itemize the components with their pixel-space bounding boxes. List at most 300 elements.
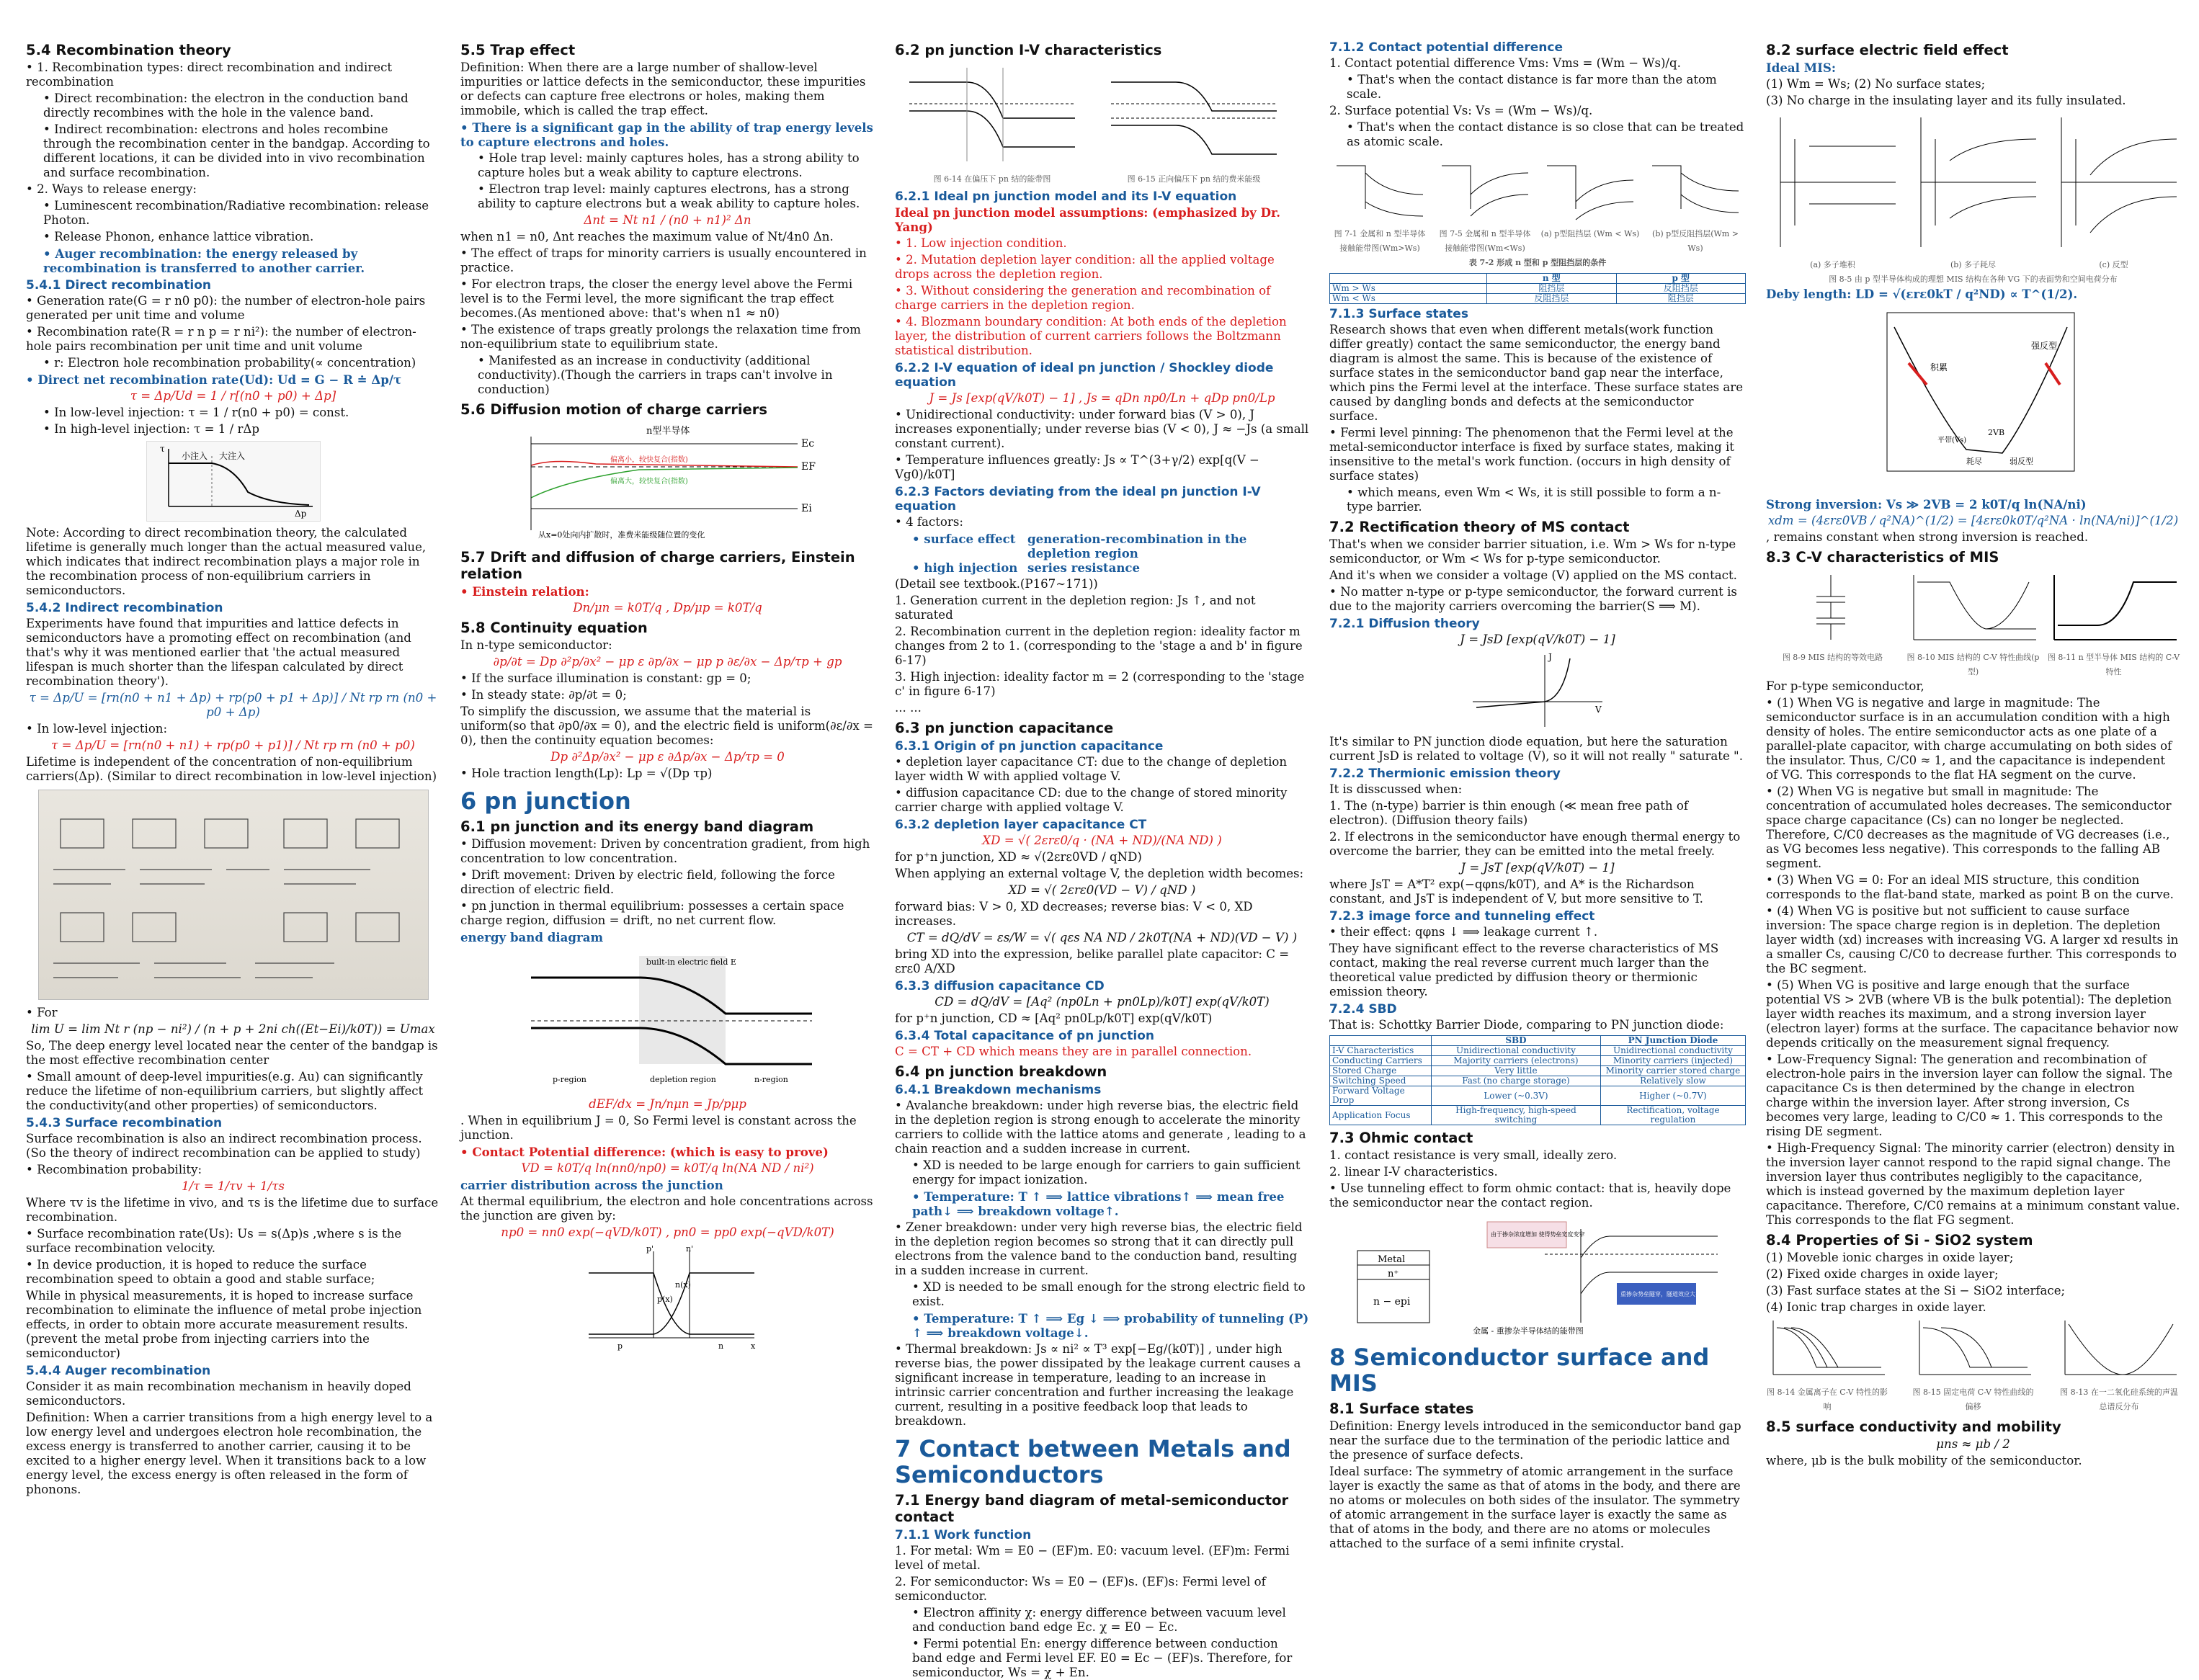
text: Definition: When a carrier transitions from a high energy level to a low energy level and undergoes electron hole recombination, the excess energy is transferred to another carrier, causing it to be excited to a higher energy level. When it transitions back to a low energy level, the excess energy is often released in the form of phonons. — [26, 1411, 433, 1496]
section-7-1-3-title: 7.1.3 Surface states — [1329, 307, 1468, 321]
figure — [1097, 61, 1291, 187]
fig-caption: (b) 多子耗尽 — [1950, 260, 1997, 269]
fig-label: p(x) — [656, 1295, 673, 1304]
section-8-3-title: 8.3 C-V characteristics of MIS — [1766, 549, 1999, 566]
mis-depletion-figure — [1906, 110, 2040, 254]
ohmic-contact-figure — [1343, 1215, 1732, 1337]
section-6-3-4-title: 6.3.4 Total capacitance of pn junction — [895, 1029, 1155, 1043]
fig-label: 耗尽 — [1966, 457, 1982, 466]
fig-label: τ — [159, 444, 165, 454]
text: • Small amount of deep-level impurities(e.g. Au) can significantly reduce the lifetime of non-equilibrium carriers, but slightly affect the conductivity(and other properties) of semiconductors. — [26, 1070, 440, 1113]
text: Definition: When there are a large number of shallow-level impurities or lattice defects in the semiconductor, these impurities or defects can capture free electrons or holes, making them immobile, which is called the trap effect. — [460, 61, 866, 117]
fig-label: p' — [646, 1244, 654, 1254]
text: , remains constant when strong inversion is reached. — [1766, 530, 2089, 544]
fig-label: V — [1595, 705, 1602, 715]
table-cell: Application Focus — [1330, 1106, 1432, 1125]
text: • 4. Blozmann boundary condition: At both ends of the depletion layer, the distribution of current carriers follows the Boltzmann statistical distribution. — [895, 315, 1309, 358]
text: In n-type semiconductor: — [460, 638, 612, 652]
text: • 2. Mutation depletion layer condition: all the applied voltage drops across the depletion region. — [895, 253, 1309, 282]
text: • which means, even Wm < Ws, it is still possible to form a n-type barrier. — [1329, 486, 1746, 514]
text: • (4) When VG is positive but not sufficient to cause surface inversion: The space charge region is in depletion. The depletion layer width (xd) increases with increasing VG. A larger xd results in a smaller Cs, causing C/C0 to decrease further. This corresponds to the BC segment. — [1766, 904, 2180, 976]
fig-caption: 图 8-13 在一二氧化硅系统的声温总谱反分布 — [2060, 1388, 2178, 1411]
text: • Einstein relation: — [460, 584, 875, 599]
text: (1) Wm = Ws; (2) No surface states; — [1766, 77, 1986, 91]
table-cell: PN Junction Diode — [1600, 1036, 1745, 1046]
text: 2. If electrons in the semiconductor have enough thermal energy to overcome the barrier, they can be emitted into the metal freely. — [1329, 830, 1741, 858]
figure-row — [895, 61, 1309, 187]
section-6-2-title: 6.2 pn junction I-V characteristics — [895, 42, 1162, 58]
section-7-1-title: 7.1 Energy band diagram of metal-semiconductor contact — [895, 1492, 1289, 1525]
fig-label: depletion region — [649, 1075, 716, 1084]
table-cell: Minority carrier stored charge — [1600, 1066, 1745, 1076]
fig-caption: (a) 多子堆积 — [1810, 260, 1855, 269]
text: • Direct net recombination rate(Ud): Ud = G − R ≐ Δp/τ — [26, 372, 440, 387]
section-6-3-2-title: 6.3.2 depletion layer capacitance CT — [895, 818, 1147, 832]
figure — [1766, 1317, 1888, 1414]
figure — [895, 61, 1089, 187]
text: • Recombination probability: — [26, 1163, 440, 1177]
text: • 1. Recombination types: direct recombination and indirect recombination — [26, 61, 440, 89]
section-7-2-4-title: 7.2.4 SBD — [1329, 1002, 1397, 1017]
text: • Recombination rate(R = r n p = r ni²): the number of electron-hole pairs recombination per unit time and unit volume — [26, 325, 440, 354]
text: It's similar to PN junction diode equation, but here the saturation current JsD is related to voltage (V), so it will not really " saturate ". — [1329, 735, 1743, 763]
text: 2. For semiconductor: Ws = E0 − (EF)s. (EF)s: Fermi level of semiconductor. — [895, 1575, 1266, 1603]
factor-list — [895, 532, 1309, 577]
ms-band-figure — [1435, 151, 1535, 223]
table-cell: Unidirectional conductivity — [1600, 1046, 1745, 1056]
text: where, μb is the bulk mobility of the semiconductor. — [1766, 1454, 2082, 1467]
chapter-8-title: 8 Semiconductor surface and MIS — [1329, 1344, 1710, 1397]
text: Research shows that even when different metals(work function differ greatly) contact the same semiconductor, the energy band diagram is almost the same. This is because of the existence of surface states in the semiconductor band gap near the interface, which pins the Fermi level at the interface. These surface states are caused by dangling bonds and defects at the semiconductor surface. — [1329, 323, 1744, 423]
factor-item: series resistance — [1027, 560, 1141, 575]
table-cell: 反阻挡层 — [1487, 294, 1616, 304]
table-row — [1330, 1056, 1746, 1066]
figure — [1912, 1317, 2035, 1414]
text: carrier distribution across the junction — [460, 1178, 723, 1192]
handwritten-notes-photo — [38, 790, 429, 1000]
text: • The existence of traps greatly prolongs the relaxation time from non-equilibrium state to equilibrium state. — [460, 323, 875, 352]
table-row — [1330, 1106, 1746, 1125]
fig-label: Δp — [294, 509, 306, 519]
text: for p⁺n junction, XD ≈ √(2εrε0VD / qND) — [895, 850, 1142, 864]
text: when n1 = n0, Δnt reaches the maximum value of Nt/4n0 Δn. — [460, 230, 834, 243]
fig-caption: 图 8-15 固定电荷 C-V 特性曲线的偏移 — [1912, 1388, 2034, 1411]
text: Ideal MIS: — [1766, 61, 1836, 75]
column-1 — [26, 37, 440, 1542]
table-row — [1330, 1086, 1746, 1106]
text: • For — [26, 1006, 440, 1020]
text: 1. For metal: Wm = E0 − (EF)m. E0: vacuum level. (EF)m: Fermi level of metal. — [895, 1544, 1290, 1572]
section-5-4-4-title: 5.4.4 Auger recombination — [26, 1364, 211, 1378]
text: • depletion layer capacitance CT: due to the change of depletion layer width W with applied voltage V. — [895, 755, 1309, 784]
text: (4) Ionic trap charges in oxide layer. — [1766, 1300, 1986, 1314]
equation: np0 = nn0 exp(−qVD/k0T) , pn0 = pp0 exp(−qVD/k0T) — [501, 1225, 834, 1239]
fig-caption: 图 7-1 金属和 n 型半导体 接触能带图(Wm>Ws) — [1334, 229, 1426, 253]
text: • Temperature: T ↑ ⟹ lattice vibrations↑ ⟹ mean free path↓ ⟹ breakdown voltage↑. — [895, 1189, 1309, 1218]
text: forward bias: V > 0, XD decreases; reverse bias: V < 0, XD increases. — [895, 900, 1253, 928]
text: 2. Recombination current in the depletion region: ideality factor m changes from 2 to 1. (corresponding to the 'stage a and b' in figure 6-17) — [895, 625, 1303, 667]
iv-curve-figure — [1466, 651, 1610, 730]
fig-caption: 金属 - 重掺杂半导体结的能带图 — [1473, 1326, 1584, 1336]
equation: CT = dQ/dV = εs/W = √( qεs NA ND / 2k0T(NA + ND)(VD − V) ) — [906, 931, 1298, 944]
text: It is disscussed when: — [1329, 782, 1463, 796]
ionic-cv-shift-figure — [1766, 1317, 1888, 1382]
table-row — [1330, 1046, 1746, 1056]
table-cell: Very little — [1432, 1066, 1601, 1076]
section-6-3-3-title: 6.3.3 diffusion capacitance CD — [895, 979, 1105, 993]
text: • Electron affinity χ: energy difference between vacuum level and conduction band edge Ec. χ = E0 − Ec. — [895, 1606, 1309, 1635]
figure — [1766, 110, 1899, 272]
sbd-comparison-table — [1329, 1035, 1746, 1125]
fig-label: 重掺杂势垒隧穿，隧道效应大导通 — [1620, 1291, 1707, 1297]
text: • (2) When VG is negative but small in magnitude: The concentration of accumulated holes decreases. The semiconductor space charge capacitance (Cs) can no longer be neglected. Therefore, C/C0 decreases as the magnitude of VG decreases (i.e., as VG becomes less negative). This corresponds to the falling AB segment. — [1766, 785, 2180, 871]
text: (3) No charge in the insulating layer and its fully insulated. — [1766, 94, 2126, 107]
text: • XD is needed to be small enough for the strong electric field to exist. — [895, 1280, 1309, 1309]
text: • (5) When VG is positive and large enough that the surface potential VS > 2VB (where VB is the bulk potential): The depletion layer width reaches its maximum, and a strong inversion layer (electron layer) forms at the surface. The capacitance behavior now depends critically on the measurement signal frequency. — [1766, 978, 2180, 1050]
text: Note: According to direct recombination theory, the calculated lifetime is generally much longer than the actual measured value, which indicates that indirect recombination plays a major role in the recombination process of non-equilibrium carriers in semiconductors. — [26, 526, 427, 597]
equation: J = JsT [exp(qV/k0T) − 1] — [1460, 861, 1615, 875]
text: C = CT + CD which means they are in parallel connection. — [895, 1045, 1252, 1058]
table-row — [1330, 1066, 1746, 1076]
handwritten-notes-drawing — [39, 790, 428, 999]
text: • In device production, it is hoped to reduce the surface recombination speed to obtain a good and stable surface; — [26, 1258, 440, 1287]
section-6-2-2-title: 6.2.2 I-V equation of ideal pn junction / Shockley diode equation — [895, 361, 1274, 390]
factor-item: generation-recombination in the depletion region — [1027, 532, 1247, 560]
fig-label: n-region — [754, 1075, 788, 1084]
text: where JsT = A*T² exp(−qφns/k0T), and A* is the Richardson constant, and JsT is independent of V, but more sensitive to T. — [1329, 877, 1703, 906]
forward-bias-fermi-figure — [1097, 61, 1291, 169]
text: • In high-level injection: τ = 1 / rΔp — [26, 422, 440, 437]
table-cell: Forward Voltage Drop — [1330, 1086, 1432, 1106]
table-row — [1330, 284, 1746, 294]
fig-label: 小注入 — [181, 451, 208, 461]
text: ... ... — [895, 701, 922, 715]
factor-item: • surface effect — [912, 532, 1027, 558]
text: • For electron traps, the closer the energy level above the Fermi level is to the Fermi level, the more significant the trap effect becomes.(As mentioned above: that's when n1 ≈ n0) — [460, 277, 875, 321]
fig-caption: (a) p型阻挡层 (Wm < Ws) — [1540, 229, 1640, 238]
fig-label: 积累 — [1930, 362, 1948, 372]
section-6-3-1-title: 6.3.1 Origin of pn junction capacitance — [895, 739, 1164, 754]
text: (2) Fixed oxide charges in oxide layer; — [1766, 1267, 1999, 1281]
text: While in physical measurements, it is hoped to increase surface recombination to eliminate the influence of metal probe injection effects, in order to obtain more accurate measurement results.(prevent the metal probe from injecting carriers into the semiconductor) — [26, 1289, 422, 1360]
text: • Low-Frequency Signal: The generation and recombination of electron-hole pairs in the inversion layer can follow the signal. The capacitance Cs is then determined by the change in electron charge within the inversion layer. After strong inversion, Cs becomes very large, leading to C/C0 ≈ 1. This corresponds to the rising DE segment. — [1766, 1053, 2180, 1139]
figure — [1645, 151, 1746, 256]
equation: lim U = lim Nt r (np − ni²) / (n + p + 2ni ch((Et−Ei)/k0T)) = Umax — [31, 1022, 435, 1036]
equation: CD = dQ/dV = [Aq² (np0Ln + pn0Lp)/k0T] exp(qV/k0T) — [935, 995, 1270, 1009]
section-6-4-1-title: 6.4.1 Breakdown mechanisms — [895, 1083, 1102, 1097]
fig-label: built-in electric field E — [646, 957, 736, 967]
fig-label: n' — [685, 1244, 693, 1254]
equation: Dp ∂²Δp/∂x² − μp ε ∂Δp/∂x − Δp/τp = 0 — [550, 750, 785, 764]
table-cell: n 型 — [1487, 274, 1616, 284]
section-7-2-3-title: 7.2.3 image force and tunneling effect — [1329, 909, 1595, 924]
equation: τ = Δp/Ud = 1 / r[(n0 + p0) + Δp] — [130, 389, 336, 403]
fig-caption: 从x=0处向内扩散时，准费米能级随位置的变化 — [538, 530, 705, 540]
equation: XD = √( 2εrε0/q · (NA + ND)/(NA ND) ) — [982, 834, 1222, 847]
text: (3) Fast surface states at the Si − SiO2 interface; — [1766, 1284, 2066, 1297]
fig-caption: 图 6-14 在偏压下 pn 结的能带图 — [933, 174, 1051, 184]
text: Surface recombination is also an indirect recombination process. (So the theory of indirect recombination can be applied to study) — [26, 1132, 422, 1160]
figure-row — [1766, 110, 2180, 272]
text: . When in equilibrium J = 0, So Fermi level is constant across the junction. — [460, 1114, 857, 1142]
chapter-6-title: 6 pn junction — [460, 787, 631, 815]
text: • Generation rate(G = r n0 p0): the number of electron-hole pairs generated per unit time and volume — [26, 294, 440, 323]
text: Strong inversion: Vs ≫ 2VB = 2 k0T/q ln(NA/ni) — [1766, 497, 2087, 511]
table-cell — [1330, 1036, 1432, 1046]
interface-state-distribution-figure — [2058, 1317, 2180, 1382]
fig-label: 偏离小，较快复合(指数) — [610, 456, 688, 464]
ms-band-figure — [1540, 151, 1641, 223]
text: • 2. Ways to release energy: — [26, 182, 440, 197]
equation: τ = Δp/U = [rn(n0 + n1) + rp(p0 + p1)] / Nt rp rn (n0 + p0) — [51, 738, 415, 752]
text: • Drift movement: Driven by electric field, following the force direction of electric field. — [460, 868, 875, 897]
text: • In steady state: ∂p/∂t = 0; — [460, 688, 875, 702]
mis-inversion-figure — [2047, 110, 2180, 254]
text: • Diffusion movement: Driven by concentration gradient, from high concentration to low concentration. — [460, 837, 875, 866]
text: • Temperature influences greatly: Js ∝ T^(3+γ/2) exp[q(V − Vg0)/k0T] — [895, 453, 1309, 482]
fig-label: x — [750, 1341, 755, 1351]
table-cell: Wm < Ws — [1330, 294, 1487, 304]
text: • their effect: qφns ↓ ⟹ leakage current ↑. — [1329, 925, 1746, 939]
fig-label: n — [718, 1341, 723, 1351]
section-7-1-2-title: 7.1.2 Contact potential difference — [1329, 40, 1563, 55]
text: • Fermi level pinning: The phenomenon that the Fermi level at the metal-semiconductor interface is fixed by surface states, making it insensitive to the metal's work function. (occurs in high density of surface states) — [1329, 426, 1746, 483]
section-7-1-1-title: 7.1.1 Work function — [895, 1528, 1032, 1542]
table-cell: SBD — [1432, 1036, 1601, 1046]
text: That is: Schottky Barrier Diode, comparing to PN junction diode: — [1329, 1018, 1724, 1032]
equation: XD = √( 2εrε0(VD − V) / qND ) — [1008, 883, 1196, 897]
table-cell: Unidirectional conductivity — [1432, 1046, 1601, 1056]
text: Ideal pn junction model assumptions: (emphasized by Dr. Yang) — [895, 205, 1280, 234]
text: Ideal surface: The symmetry of atomic arrangement in the surface layer is exactly the same as that of atoms in the body, and there are no atoms or molecules on both sides of the insulator. The symmetry of atomic arrangement in the surface layer is exactly the same as that of atoms in the body, and there are no atoms or molecules attached to the surface of a semi infinite crystal. — [1329, 1465, 1741, 1550]
equation: VD = k0T/q ln(nn0/np0) = k0T/q ln(NA ND / ni²) — [521, 1161, 814, 1175]
fig-caption: 图 8-9 MIS 结构的等效电路 — [1782, 653, 1883, 662]
column-2 — [460, 37, 875, 1542]
section-8-1-title: 8.1 Surface states — [1329, 1400, 1474, 1417]
fig-label: 2VB — [1987, 428, 2004, 437]
text: Definition: Energy levels introduced in the semiconductor band gap near the surface due to the termination of the periodic lattice and the presence of surface defects. — [1329, 1419, 1741, 1462]
figure — [1906, 568, 2040, 679]
table-cell: 阻挡层 — [1487, 284, 1616, 294]
table-cell: Wm > Ws — [1330, 284, 1487, 294]
equation: J = JsD [exp(qV/k0T) − 1] — [1460, 633, 1615, 646]
text: 1. Generation current in the depletion region: Js ↑, and not saturated — [895, 594, 1256, 622]
text: • In low-level injection: — [26, 722, 440, 736]
fig-label: 偏离大，较快复合(指数) — [610, 478, 688, 486]
text: They have significant effect to the reverse characteristics of MS contact, making the real reverse current much larger than the theoretical value predicted by diffusion theory or thermionic emission theory. — [1329, 942, 1719, 998]
fig-label: n⁺ — [1388, 1269, 1399, 1279]
text: That's when we consider barrier situation, i.e. Wm > Ws for n-type semiconductor, or Wm < Ws for p-type semiconductor. — [1329, 537, 1736, 566]
table-cell: I-V Characteristics — [1330, 1046, 1432, 1056]
text: • XD is needed to be large enough for carriers to gain sufficient energy for impact ionization. — [895, 1158, 1309, 1187]
text: 2. Surface potential Vs: Vs = (Wm − Ws)/q. — [1329, 104, 1593, 117]
section-5-5-title: 5.5 Trap effect — [460, 42, 576, 58]
section-6-2-3-title: 6.2.3 Factors deviating from the ideal pn junction I-V equation — [895, 485, 1261, 514]
fixed-charge-cv-figure — [1912, 1317, 2035, 1382]
section-7-3-title: 7.3 Ohmic contact — [1329, 1130, 1473, 1146]
equation: Dn/μn = k0T/q , Dp/μp = k0T/q — [573, 601, 762, 615]
text: • Release Phonon, enhance lattice vibration. — [26, 230, 440, 244]
text: At thermal equilibrium, the electron and hole concentrations across the junction are given by: — [460, 1194, 873, 1223]
figure-row — [1329, 151, 1746, 256]
table-cell: High-frequency, high-speed switching — [1432, 1106, 1601, 1125]
table-cell: Minority carriers (injected) — [1600, 1056, 1745, 1066]
figure — [2047, 110, 2180, 272]
fig-label: n(x) — [674, 1280, 691, 1290]
equation: Δnt = Nt n1 / (n0 + n1)² Δn — [584, 213, 751, 227]
text: energy band diagram — [460, 930, 604, 944]
section-5-4-3-title: 5.4.3 Surface recombination — [26, 1116, 223, 1130]
figure — [1329, 151, 1430, 256]
section-5-4-2-title: 5.4.2 Indirect recombination — [26, 601, 223, 615]
text: • High-Frequency Signal: The minority carrier (electron) density in the inversion layer cannot respond to the rapid signal change. The inversion layer thus contributes negligibly to the capacitance, which is instead governed by the maximum depletion layer capacitance. Therefore, C/C0 remains at a minimum constant value. This corresponds to the flat FG segment. — [1766, 1141, 2180, 1228]
pn-band-diagram — [509, 949, 826, 1093]
section-8-5-title: 8.5 surface conductivity and mobility — [1766, 1418, 2061, 1435]
fig-label: Ec — [800, 438, 814, 450]
figure — [1435, 151, 1535, 256]
figure-row — [1766, 568, 2180, 679]
text: To simplify the discussion, we assume that the material is uniform(so that ∂p0/∂x = 0), and the electric field is uniform(∂ε/∂x = 0), then the continuity equation becomes: — [460, 705, 873, 747]
text: • That's when the contact distance is so close that can be treated as atomic scale. — [1329, 120, 1746, 149]
table-cell: Relatively slow — [1600, 1076, 1745, 1086]
section-5-4-1-title: 5.4.1 Direct recombination — [26, 278, 211, 292]
figure — [1766, 568, 1899, 679]
equation: xdm = (4εrε0VB / q²NA)^(1/2) = [4εrε0k0T/q²NA · ln(NA/ni)]^(1/2) — [1767, 514, 2179, 527]
text: • Hole traction length(Lp): Lp = √(Dp τp) — [460, 767, 875, 781]
fig-label: 弱反型 — [2009, 457, 2033, 466]
text: • 4 factors: — [895, 515, 1309, 530]
section-5-8-title: 5.8 Continuity equation — [460, 620, 648, 636]
text: • There is a significant gap in the ability of trap energy levels to capture electrons and holes. — [460, 120, 875, 149]
text: • 1. Low injection condition. — [895, 236, 1309, 251]
text: • (3) When VG = 0: For an ideal MIS structure, this condition corresponds to the flat-band state, marked as point B on the curve. — [1766, 873, 2180, 902]
biased-pn-band-figure — [895, 61, 1089, 169]
text: 3. High injection: ideality factor m = 2 (corresponding to the 'stage c' in figure 6-17) — [895, 670, 1305, 698]
section-6-2-1-title: 6.2.1 Ideal pn junction model and its I-V equation — [895, 189, 1237, 204]
fig-label: p-region — [552, 1075, 586, 1084]
text: • pn junction in thermal equilibrium: possesses a certain space charge region, diffusion = drift, no net current flow. — [460, 899, 875, 928]
equation: μns ≈ μb / 2 — [1936, 1437, 2010, 1451]
mis-equivalent-circuit-figure — [1766, 568, 1899, 647]
table-cell: Majority carriers (electrons) — [1432, 1056, 1601, 1066]
fig-label: n型半导体 — [646, 426, 690, 437]
ms-band-figure — [1329, 151, 1430, 223]
chapter-7-title: 7 Contact between Metals and Semiconductors — [895, 1435, 1291, 1488]
text: • Indirect recombination: electrons and holes recombine through the recombination center in the bandgap. According to different locations, it can be divided into in vivo recombination and surface recombination. — [26, 122, 440, 180]
table-cell: 反阻挡层 — [1616, 284, 1745, 294]
text: • diffusion capacitance CD: due to the change of stored minority carrier charge with applied voltage V. — [895, 786, 1309, 815]
text: • Contact Potential difference: (which is easy to prove) — [460, 1145, 875, 1159]
text: • Use tunneling effect to form ohmic contact: that is, heavily dope the semiconductor near the contact region. — [1329, 1181, 1746, 1210]
text: • The effect of traps for minority carriers is usually encountered in practice. — [460, 246, 875, 275]
figure-row — [1766, 1317, 2180, 1414]
table-cell: Lower (~0.3V) — [1432, 1086, 1601, 1106]
text: Experiments have found that impurities and lattice defects in semiconductors have a promoting effect on recombination (and that's why it was mentioned earlier that 'the actual measured lifespan is much shorter than the lifespan calculated by direct recombination theory'). — [26, 617, 411, 688]
text: • Avalanche breakdown: under high reverse bias, the electric field in the depletion region is strong enough to accelerate the minority carriers to collide with the lattice atoms and generate , leading to a chain reaction and a sudden increase in current. — [895, 1099, 1309, 1156]
fig-label: Metal — [1378, 1254, 1406, 1265]
section-7-2-title: 7.2 Rectification theory of MS contact — [1329, 519, 1630, 535]
section-7-2-1-title: 7.2.1 Diffusion theory — [1329, 617, 1480, 631]
fig-caption: 图 8-11 n 型半导体 MIS 结构的 C-V 特性 — [2047, 653, 2180, 676]
table-row — [1330, 1036, 1746, 1046]
text: • (1) When VG is negative and large in magnitude: The semiconductor surface is in an accumulation condition with a high density of holes. The entire semiconductor acts as one plate of a parallel-plate capacitor, with charge accumulating on both sides of the insulator. Thus, C/C0 ≈ 1, and the capacitance is independent of VG. This corresponds to the flat HA segment on the curve. — [1766, 696, 2180, 782]
text: • In low-level injection: τ = 1 / r(n0 + p0) = const. — [26, 406, 440, 420]
text: (Detail see textbook.(P167∼171)) — [895, 577, 1098, 591]
text: Where τv is the lifetime in vivo, and τs is the lifetime due to surface recombination. — [26, 1196, 439, 1224]
table-cell: p 型 — [1616, 274, 1745, 284]
figure — [2047, 568, 2180, 679]
section-8-2-title: 8.2 surface electric field effect — [1766, 42, 2009, 58]
table-cell: Stored Charge — [1330, 1066, 1432, 1076]
barrier-table — [1329, 273, 1746, 304]
text: So, The deep energy level located near the center of the bandgap is the most effective recombination center — [26, 1039, 438, 1067]
mis-accumulation-figure — [1766, 110, 1899, 254]
fig-label: 强反型 — [2030, 341, 2057, 351]
text: 1. Contact potential difference Vms: Vms = (Wm − Ws)/q. — [1329, 56, 1681, 70]
fig-label: 平带(Vs) — [1937, 437, 1966, 444]
column-3 — [895, 37, 1309, 1679]
fig-caption: 图 6-15 正向偏压下 pn 结的费米能级 — [1127, 174, 1261, 184]
fig-label: Ei — [800, 503, 812, 514]
text: 2. linear I-V characteristics. — [1329, 1165, 1498, 1179]
text: • Thermal breakdown: Js ∝ ni² ∝ T³ exp[−Eg/(k0T)] , under high reverse bias, the power dissipated by the leakage current causes a significant increase in temperature, leading to an increase in intrinsic carrier concentration and further increasing the leakage current, resulting in a positive feedback loop that leads to breakdown. — [895, 1342, 1309, 1429]
section-6-3-title: 6.3 pn junction capacitance — [895, 720, 1114, 736]
section-5-7-title: 5.7 Drift and diffusion of charge carriers, Einstein relation — [460, 549, 855, 582]
cv-curve-p-figure — [1906, 568, 2040, 647]
surface-charge-figure — [1858, 305, 2089, 493]
text: • Electron trap level: mainly captures electrons, has a strong ability to capture electrons but a weak ability to capture holes. — [460, 182, 875, 211]
fig-caption: (c) 反型 — [2099, 260, 2128, 269]
table-cell: Higher (~0.7V) — [1600, 1086, 1745, 1106]
table-cell: Fast (no charge storage) — [1432, 1076, 1601, 1086]
text: 1. The (n-type) barrier is thin enough (≪ mean free path of electron). (Diffusion theory fails) — [1329, 799, 1688, 827]
factor-item: • high injection — [912, 560, 1027, 575]
fig-caption: 图 8-14 金属离子在 C-V 特性的影响 — [1767, 1388, 1888, 1411]
column-5 — [1766, 37, 2180, 1542]
text: (1) Moveble ionic charges in oxide layer; — [1766, 1251, 2014, 1264]
table-caption: 表 7-2 形成 n 型和 p 型阻挡层的条件 — [1468, 258, 1607, 267]
text: • Surface recombination rate(Us): Us = s(Δp)s ,where s is the surface recombination velocity. — [26, 1227, 440, 1256]
carrier-distribution-figure — [574, 1244, 762, 1352]
quasi-fermi-figure — [509, 422, 826, 545]
text: • 3. Without considering the generation and recombination of charge carriers in the depletion region. — [895, 284, 1309, 313]
text: • That's when the contact distance is far more than the atom scale. — [1329, 73, 1746, 102]
section-8-4-title: 8.4 Properties of Si - SiO2 system — [1766, 1232, 2033, 1248]
section-6-1-title: 6.1 pn junction and its energy band diagram — [460, 818, 814, 835]
section-5-4-title: 5.4 Recombination theory — [26, 42, 231, 58]
text: • Manifested as an increase in conductivity (additional conductivity).(Though the carriers in traps can't involve in conduction) — [460, 354, 875, 397]
equation: dEF/dx = Jn/nμn = Jp/pμp — [589, 1097, 746, 1111]
equation: J = Js [exp(qV/k0T) − 1] , Js = qDn np0/Ln + qDp pn0/Lp — [929, 391, 1275, 405]
text: • Luminescent recombination/Radiative recombination: release Photon. — [26, 199, 440, 228]
text: Consider it as main recombination mechanism in heavily doped semiconductors. — [26, 1380, 411, 1408]
section-6-4-title: 6.4 pn junction breakdown — [895, 1063, 1107, 1080]
table-cell: 阻挡层 — [1616, 294, 1745, 304]
text: • No matter n-type or p-type semiconductor, the forward current is due to the majority carriers overcoming the barrier(S ⟹ M). — [1329, 585, 1746, 614]
fig-caption: 图 8-5 由 p 型半导体构成的理想 MIS 结构在各种 VG 下的表面势和空间电荷分布 — [1829, 274, 2118, 284]
fig-caption: 图 8-10 MIS 结构的 C-V 特性曲线(p 型) — [1906, 653, 2040, 676]
section-5-6-title: 5.6 Diffusion motion of charge carriers — [460, 401, 767, 418]
text: bring XD into the expression, belike parallel plate capacitor: C = εrε0 A/XD — [895, 947, 1290, 975]
text: for p⁺n junction, CD ≈ [Aq² pn0Lp/k0T] exp(qV/k0T) — [895, 1011, 1213, 1025]
fig-label: 大注入 — [218, 451, 245, 461]
text: • Temperature: T ↑ ⟹ Eg ↓ ⟹ probability of tunneling (P) ↑ ⟹ breakdown voltage↓. — [895, 1311, 1309, 1340]
text: For p-type semiconductor, — [1766, 679, 1924, 693]
table-cell: Switching Speed — [1330, 1076, 1432, 1086]
ms-band-figure — [1645, 151, 1746, 223]
fig-label: p — [617, 1341, 623, 1351]
table-row — [1330, 294, 1746, 304]
